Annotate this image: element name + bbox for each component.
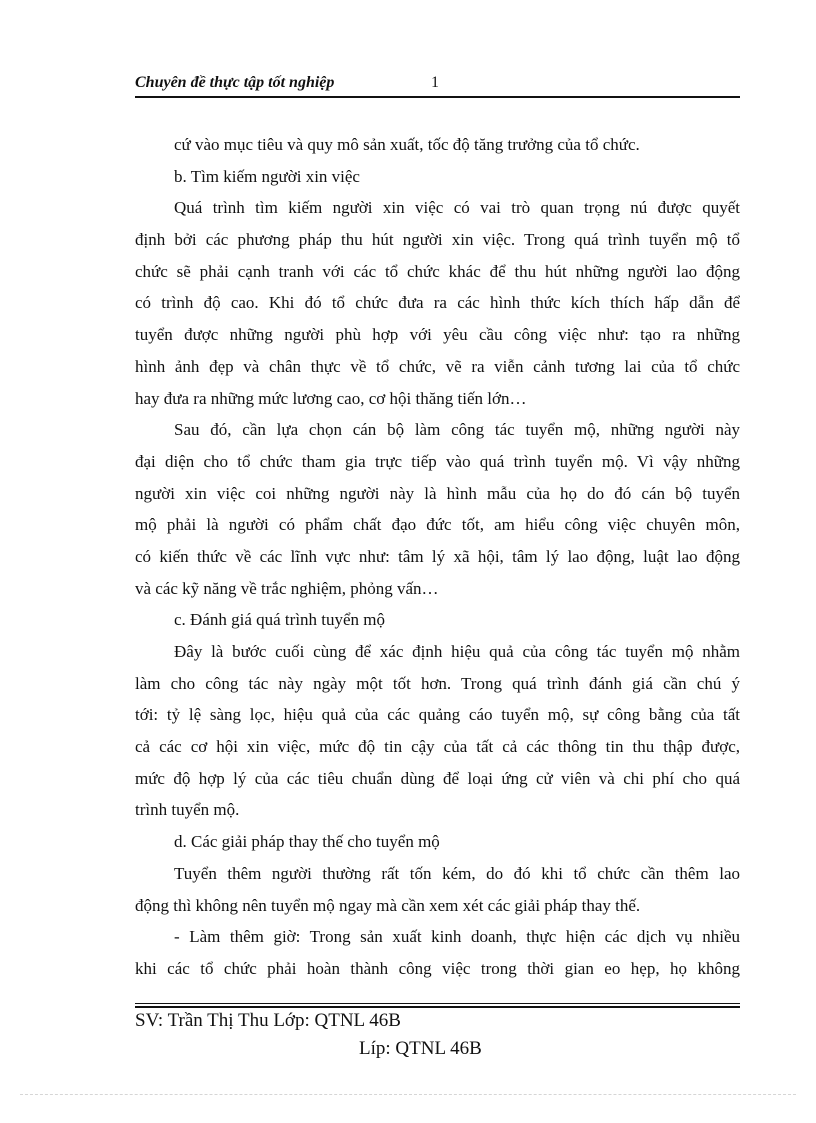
body-line: cứ vào mục tiêu và quy mô sản xuất, tốc độ tăng trưởng của tổ chức. — [174, 135, 640, 154]
body-line: - Làm thêm giờ: Trong sản xuất kinh doanh, thực hiện các dịch vụ nhiều — [174, 927, 740, 947]
body-line: mức độ hợp lý của các tiêu chuẩn dùng để loại ứng cử viên và chi phí cho quá — [135, 768, 740, 788]
header-title: Chuyên đề thực tập tốt nghiệp — [135, 74, 335, 91]
body-line: đại diện cho tổ chức tham gia trực tiếp vào quá trình tuyển mộ. Vì vậy những — [135, 451, 740, 471]
body-line: Tuyển thêm người thường rất tốn kém, do đó khi tổ chức cần thêm lao — [174, 863, 740, 883]
body-line: cả các cơ hội xin việc, mức độ tin cậy của tất cả các thông tin thu thập được, — [135, 737, 740, 757]
body-line: và các kỹ năng về trắc nghiệm, phỏng vấn… — [135, 578, 439, 598]
page-header — [135, 74, 740, 96]
body-line: người xin việc coi những người này là hình mẫu của họ do đó cán bộ tuyển — [135, 483, 740, 503]
section-heading-b: b. Tìm kiếm người xin việc — [174, 166, 360, 186]
section-heading-d: d. Các giải pháp thay thế cho tuyển mộ — [174, 832, 440, 852]
body-line: khi các tổ chức phải hoàn thành công việc trong thời gian eo hẹp, họ không — [135, 958, 740, 978]
section-heading-c: c. Đánh giá quá trình tuyển mộ — [174, 610, 386, 630]
header-page-number: 1 — [431, 74, 439, 91]
footer-class-line: Líp: QTNL 46B — [359, 1038, 482, 1059]
body-line: trình tuyển mộ. — [135, 800, 240, 820]
body-line: tuyển được những người phù hợp với yêu cầu công việc như: tạo ra những — [135, 325, 740, 345]
body-line: hay đưa ra những mức lương cao, cơ hội thăng tiến lớn… — [135, 388, 527, 408]
body-text — [135, 129, 740, 985]
header-rule — [135, 96, 740, 98]
footer-student-line: SV: Trần Thị Thu Lớp: QTNL 46B — [135, 1010, 401, 1031]
body-line: làm cho công tác này ngày một tốt hơn. Trong quá trình đánh giá cần chú ý — [135, 673, 740, 693]
body-line: Quá trình tìm kiếm người xin việc có vai trò quan trọng nú được quyết — [174, 198, 740, 218]
body-line: động thì không nên tuyển mộ ngay mà cần xem xét các giải pháp thay thế. — [135, 895, 641, 915]
body-line: Sau đó, cần lựa chọn cán bộ làm công tác tuyển mộ, những người này — [174, 420, 740, 440]
page-edge-divider — [20, 1094, 796, 1095]
body-line: có trình độ cao. Khi đó tổ chức đưa ra các hình thức kích thích hấp dẫn để — [135, 293, 740, 313]
body-line: chức sẽ phải cạnh tranh với các tổ chức khác để thu hút những người lao động — [135, 261, 740, 281]
body-line: định bởi các phương pháp thu hút người xin việc. Trong quá trình tuyển mộ tổ — [135, 230, 740, 250]
body-line: tới: tỷ lệ sàng lọc, hiệu quả của các quảng cáo tuyển mộ, sự công bằng của tất — [135, 705, 740, 725]
body-line: Đây là bước cuối cùng để xác định hiệu quả của công tác tuyển mộ nhằm — [174, 642, 740, 661]
body-line: mộ phải là người có phẩm chất đạo đức tốt, am hiểu công việc chuyên môn, — [135, 515, 740, 535]
body-line: có kiến thức về các lĩnh vực như: tâm lý xã hội, tâm lý lao động, luật lao động — [135, 546, 740, 566]
body-line: hình ảnh đẹp và chân thực về tổ chức, vẽ ra viễn cảnh tương lai của tổ chức — [135, 356, 740, 376]
footer-rule-thick — [135, 1006, 740, 1008]
footer-rule-thin — [135, 1003, 740, 1004]
